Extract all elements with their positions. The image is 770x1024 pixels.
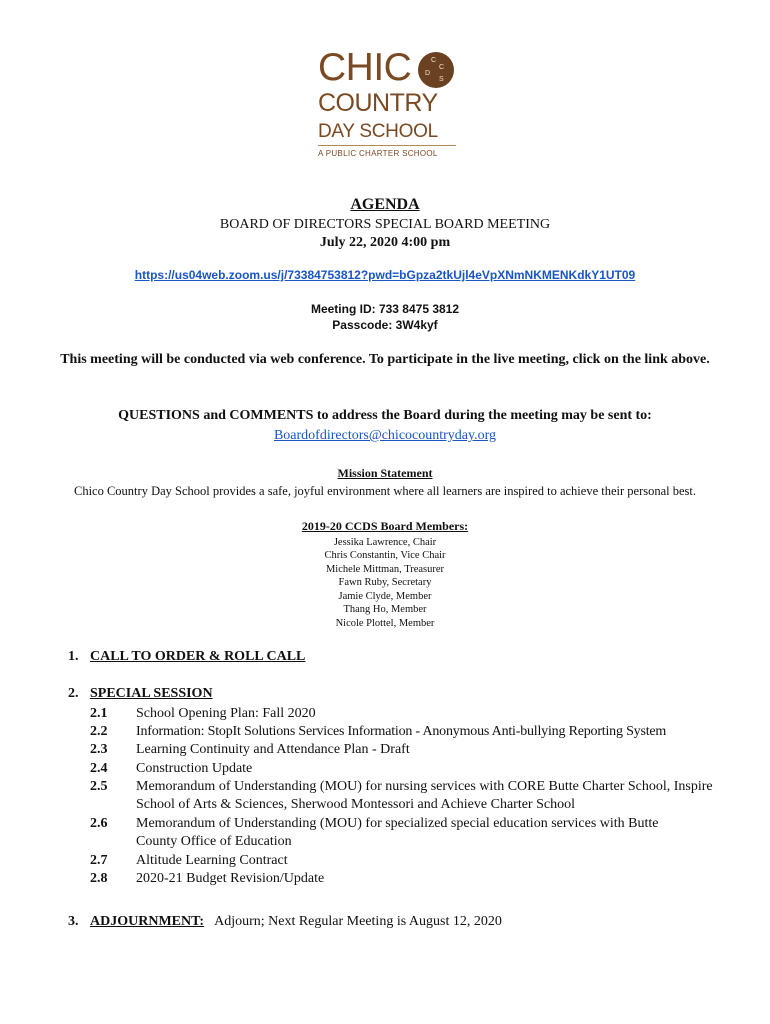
questions-text: QUESTIONS and COMMENTS to address the Board during the meeting may be sent to:: [118, 408, 652, 423]
item-number: 1.: [68, 649, 79, 664]
logo-seal: [418, 52, 454, 88]
passcode: Passcode: 3W4kyf: [332, 318, 438, 332]
email-row: [0, 428, 770, 444]
item-title: SPECIAL SESSION: [90, 686, 213, 701]
logo-line-dayschool: DAY SCHOOL: [318, 121, 438, 142]
item-title: ADJOURNMENT:: [90, 914, 205, 929]
conference-notice: This meeting will be conducted via web conference. To participate in the live meeting, click on the link above.: [60, 352, 710, 367]
meeting-subtitle: BOARD OF DIRECTORS SPECIAL BOARD MEETING: [219, 217, 551, 232]
board-member: Michele Mittman, Treasurer: [325, 564, 445, 575]
subitem-text: 2020-21 Budget Revision/Update: [136, 871, 325, 886]
seal-letter: S: [439, 76, 444, 83]
board-member: Jamie Clyde, Member: [338, 591, 432, 602]
board-member: Chris Constantin, Vice Chair: [324, 550, 446, 561]
subitem-text: Altitude Learning Contract: [136, 853, 288, 868]
subitem-number: 2.5: [90, 779, 108, 794]
zoom-link-row: [0, 268, 770, 282]
subitem-number: 2.2: [90, 724, 108, 739]
board-email-link[interactable]: Boardofdirectors@chicocountryday.org: [273, 428, 497, 443]
subitem-text: School Opening Plan: Fall 2020: [136, 706, 316, 721]
subitem-number: 2.7: [90, 853, 108, 868]
mission-text: Chico Country Day School provides a safe, joyful environment where all learners are inspired to achieve their personal best.: [73, 484, 697, 498]
item-number: 2.: [68, 686, 79, 701]
item-number: 3.: [68, 914, 79, 929]
subitem-text: Memorandum of Understanding (MOU) for specialized special education services with Butte County Office of Education: [136, 816, 659, 849]
subitem-number: 2.1: [90, 706, 108, 721]
board-member: Jessika Lawrence, Chair: [333, 537, 437, 548]
seal-letter: C: [431, 57, 437, 64]
logo-divider: [318, 145, 456, 146]
board-member: Nicole Plottel, Member: [335, 618, 435, 629]
board-member: Thang Ho, Member: [343, 604, 427, 615]
logo-line-country: COUNTRY: [318, 89, 438, 117]
agenda-item-2: [68, 686, 213, 702]
seal-letter: D: [425, 70, 431, 77]
mission-heading: Mission Statement: [337, 466, 433, 480]
agenda-item-3: [68, 914, 502, 930]
meeting-date: July 22, 2020 4:00 pm: [319, 235, 451, 250]
subitem-number: 2.3: [90, 742, 108, 757]
subitem-text: Memorandum of Understanding (MOU) for nursing services with CORE Butte Charter School, Inspire School of Arts & Sciences, Sherwood Montessori and Achieve Charter School: [136, 779, 713, 812]
subitem-text: Construction Update: [136, 761, 253, 776]
logo-tagline: A PUBLIC CHARTER SCHOOL: [318, 149, 438, 158]
logo-line-chico: CHIC: [318, 46, 412, 89]
agenda-title: AGENDA: [350, 196, 420, 213]
subitem-text: Information: StopIt Solutions Services Information - Anonymous Anti-bullying Reporting System: [136, 724, 667, 739]
subitem-text: Learning Continuity and Attendance Plan - Draft: [136, 742, 410, 757]
board-member: Fawn Ruby, Secretary: [338, 577, 432, 588]
subitem-number: 2.4: [90, 761, 108, 776]
board-heading: 2019-20 CCDS Board Members:: [301, 519, 469, 533]
agenda-item-1: [68, 649, 305, 665]
seal-letter: C: [439, 64, 445, 71]
school-logo: [318, 48, 460, 160]
subitem-number: 2.6: [90, 816, 108, 831]
item-title: CALL TO ORDER & ROLL CALL: [90, 649, 306, 664]
zoom-link[interactable]: https://us04web.zoom.us/j/73384753812?pwd=bGpza2tkUjl4eVpXNmNKMENKdkY1UT09: [134, 268, 636, 282]
meeting-id: Meeting ID: 733 8475 3812: [310, 302, 460, 316]
subitem-number: 2.8: [90, 871, 108, 886]
adjourn-text: Adjourn; Next Regular Meeting is August 12, 2020: [214, 914, 502, 929]
